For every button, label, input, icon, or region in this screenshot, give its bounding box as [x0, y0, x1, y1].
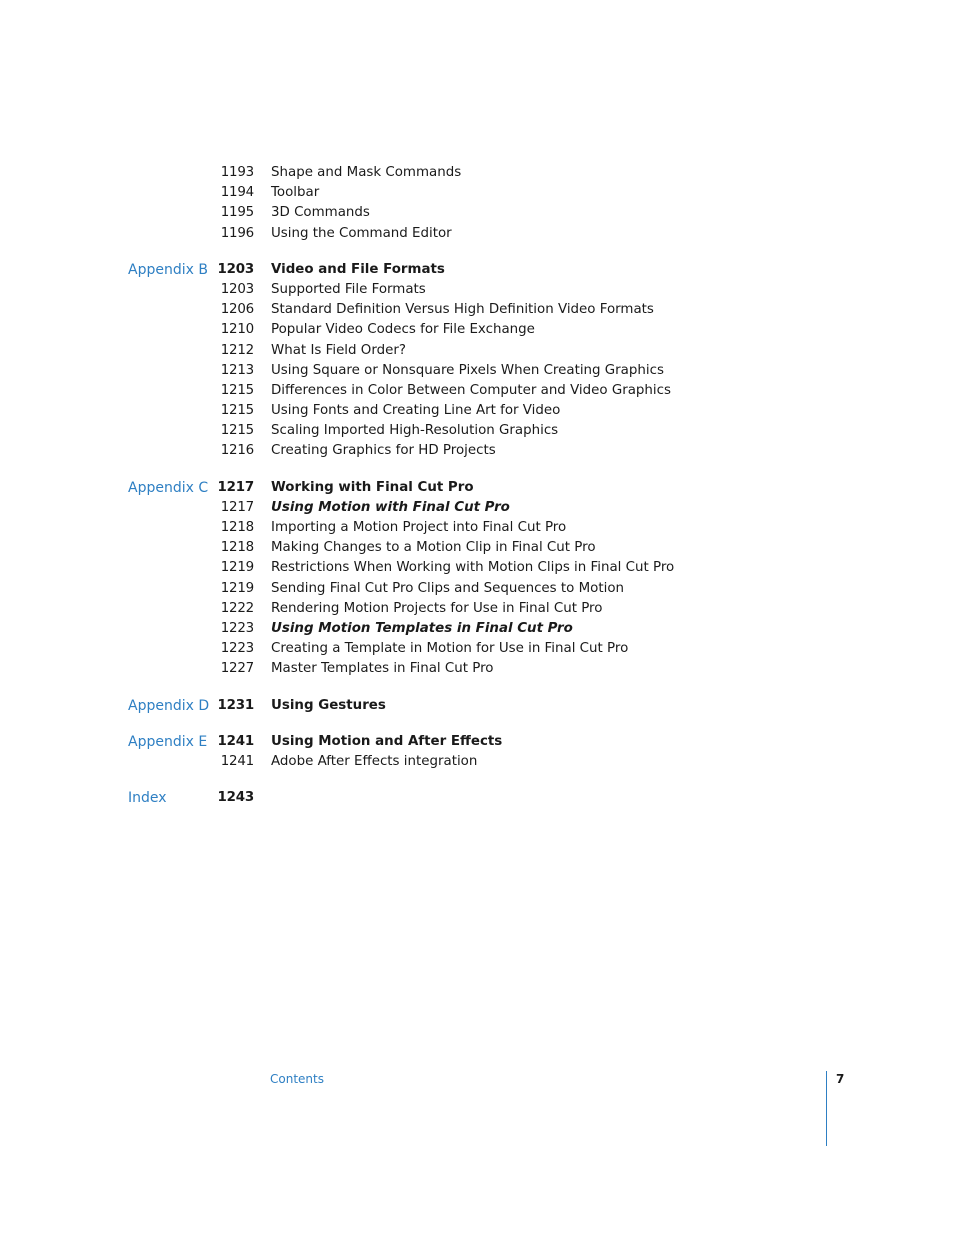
toc-page-number: 1194: [220, 185, 254, 201]
toc-page-number: 1195: [220, 205, 254, 221]
toc-entry-title: Working with Final Cut Pro: [271, 479, 474, 495]
toc-entry-title: Using Square or Nonsquare Pixels When Creating Graphics: [271, 362, 664, 378]
toc-entry-title: Using Motion and After Effects: [271, 733, 503, 749]
toc-entry[interactable]: [0, 478, 954, 498]
toc-entry[interactable]: [0, 183, 954, 203]
toc-entry-title: Using Motion Templates in Final Cut Pro: [271, 620, 573, 636]
toc-entry-title: Popular Video Codecs for File Exchange: [271, 322, 535, 338]
toc-page-number: 1215: [220, 403, 254, 419]
appendix-label[interactable]: Index: [128, 790, 167, 807]
toc-page-number: 1215: [220, 382, 254, 398]
toc-entry[interactable]: [0, 538, 954, 558]
toc-page-number: 1203: [220, 281, 254, 297]
toc-page-number: 1223: [220, 641, 254, 657]
toc-entry[interactable]: [0, 224, 954, 244]
toc-entry[interactable]: [0, 361, 954, 381]
toc-entry-title: Creating a Template in Motion for Use in Final Cut Pro: [271, 641, 629, 657]
toc-entry[interactable]: [0, 163, 954, 183]
toc-entry[interactable]: [0, 203, 954, 223]
toc-entry[interactable]: [0, 659, 954, 679]
toc-entry[interactable]: [0, 320, 954, 340]
toc-entry-title: Using Fonts and Creating Line Art for Video: [271, 403, 561, 419]
toc-page-number: 1206: [220, 302, 254, 318]
toc-page-number: 1231: [217, 697, 254, 713]
toc-page-number: 1215: [220, 423, 254, 439]
toc-entry-title: Rendering Motion Projects for Use in Final Cut Pro: [271, 600, 603, 616]
toc-entry[interactable]: [0, 518, 954, 538]
toc-entry[interactable]: [0, 788, 954, 808]
toc-page-number: 1217: [220, 499, 254, 515]
appendix-label[interactable]: Appendix E: [128, 733, 208, 750]
toc-entry[interactable]: [0, 260, 954, 280]
toc-page-number: 1216: [220, 443, 254, 459]
toc-page-number: 1219: [220, 580, 254, 596]
toc-page-number: 1218: [220, 520, 254, 535]
toc-entry-title: Sending Final Cut Pro Clips and Sequences to Motion: [271, 580, 625, 596]
toc-entry-title: 3D Commands: [271, 205, 370, 221]
toc-section: [0, 163, 954, 244]
toc-page-number: 1210: [220, 322, 254, 338]
toc-entry-title: Using the Command Editor: [271, 225, 452, 241]
footer-page-number: 7: [836, 1072, 845, 1086]
appendix-label[interactable]: Appendix B: [128, 261, 208, 278]
toc-section: [0, 788, 954, 808]
toc-entry[interactable]: [0, 401, 954, 421]
toc-page-number: 1217: [217, 479, 254, 495]
toc-entry-title: Shape and Mask Commands: [271, 165, 462, 180]
toc-entry-title: Video and File Formats: [271, 261, 445, 277]
toc-entry[interactable]: [0, 341, 954, 361]
toc-section: [0, 260, 954, 462]
toc-entry-title: Adobe After Effects integration: [271, 753, 478, 769]
footer-section-label: Contents: [270, 1072, 324, 1086]
toc-entry-title: Toolbar: [271, 185, 320, 201]
appendix-label[interactable]: Appendix C: [128, 479, 209, 496]
toc-entry-title: Importing a Motion Project into Final Cut Pro: [271, 520, 567, 535]
toc-entry[interactable]: [0, 381, 954, 401]
toc-page-number: 1203: [217, 261, 254, 277]
toc-entry-title: What Is Field Order?: [271, 342, 406, 358]
table-of-contents: [0, 163, 954, 808]
toc-entry[interactable]: [0, 579, 954, 599]
toc-entry[interactable]: [0, 619, 954, 639]
toc-entry-title: Restrictions When Working with Motion Clips in Final Cut Pro: [271, 560, 675, 576]
toc-entry-title: Creating Graphics for HD Projects: [271, 443, 496, 459]
toc-page-number: 1243: [217, 790, 254, 806]
toc-entry[interactable]: [0, 732, 954, 752]
toc-page-number: 1213: [220, 362, 254, 378]
toc-entry[interactable]: [0, 421, 954, 441]
toc-page-number: 1223: [220, 620, 254, 636]
toc-page-number: 1196: [220, 225, 254, 241]
toc-page-number: 1227: [220, 661, 254, 677]
toc-entry[interactable]: [0, 558, 954, 578]
toc-section: [0, 696, 954, 716]
toc-entry[interactable]: [0, 441, 954, 461]
toc-section: [0, 732, 954, 772]
toc-page-number: 1241: [217, 733, 254, 749]
toc-entry-title: Using Motion with Final Cut Pro: [271, 499, 510, 515]
toc-section: [0, 478, 954, 680]
toc-entry-title: Using Gestures: [271, 697, 386, 713]
toc-entry[interactable]: [0, 599, 954, 619]
toc-entry-title: Differences in Color Between Computer and Video Graphics: [271, 382, 671, 398]
toc-entry[interactable]: [0, 498, 954, 518]
toc-page-number: 1222: [220, 600, 254, 616]
toc-entry-title: Making Changes to a Motion Clip in Final Cut Pro: [271, 540, 596, 556]
toc-page-number: 1218: [220, 540, 254, 556]
toc-entry[interactable]: [0, 752, 954, 772]
toc-page-number: 1219: [220, 560, 254, 576]
toc-entry[interactable]: [0, 280, 954, 300]
toc-entry-title: Scaling Imported High-Resolution Graphics: [271, 423, 559, 439]
toc-entry[interactable]: [0, 300, 954, 320]
toc-entry-title: Master Templates in Final Cut Pro: [271, 661, 494, 677]
toc-page-number: 1193: [220, 165, 254, 180]
toc-entry[interactable]: [0, 696, 954, 716]
toc-page-number: 1241: [220, 753, 254, 769]
toc-entry[interactable]: [0, 639, 954, 659]
toc-page-number: 1212: [220, 342, 254, 358]
toc-entry-title: Supported File Formats: [271, 281, 426, 297]
toc-entry-title: Standard Definition Versus High Definition Video Formats: [271, 302, 654, 318]
footer-divider: [826, 1071, 827, 1146]
appendix-label[interactable]: Appendix D: [128, 697, 210, 714]
